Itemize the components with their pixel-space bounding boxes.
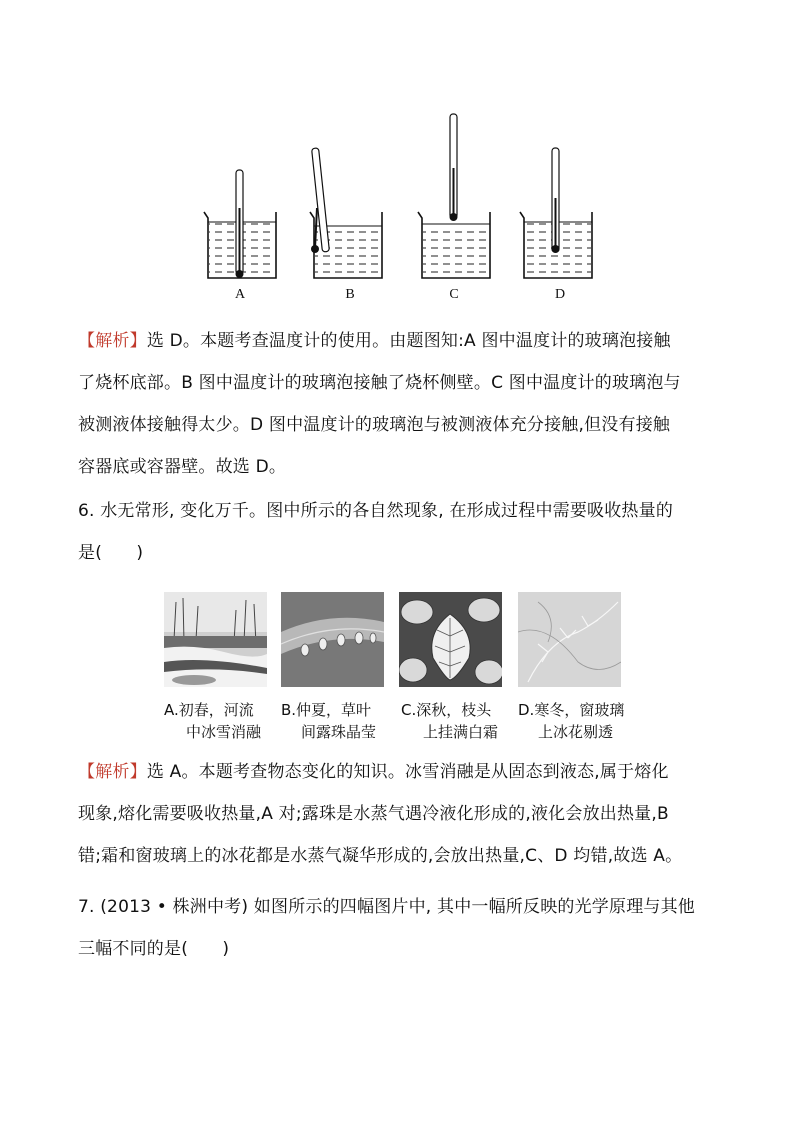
photo-river-ice-melting <box>164 592 267 687</box>
caption-a <box>164 699 261 743</box>
analysis-q6-line3: 错;霜和窗玻璃上的冰花都是水蒸气凝华形成的,会放出热量,C、D 均错,故选 A。 <box>78 846 683 866</box>
analysis-q5-line4: 容器底或容器壁。故选 D。 <box>78 457 287 477</box>
beaker-thermometer-figure <box>190 108 610 288</box>
analysis-q6-line1: 【解析】选 A。本题考查物态变化的知识。冰雪消融是从固态到液态,属于熔化 <box>78 762 669 782</box>
question-7-line1: 7. (2013 • 株洲中考) 如图所示的四幅图片中, 其中一幅所反映的光学原理与其他 <box>78 897 695 917</box>
analysis-q6 <box>78 751 728 877</box>
analysis-tag: 【解析】 <box>78 762 147 782</box>
photo-dew-on-leaf <box>281 592 384 687</box>
photo-frost-on-leaves <box>399 592 502 687</box>
caption-d-line2: 上冰花剔透 <box>538 723 614 741</box>
beaker-label-d: D <box>554 287 566 302</box>
analysis-q5-line3: 被测液体接触得太少。D 图中温度计的玻璃泡与被测液体充分接触,但没有接触 <box>78 415 671 435</box>
caption-d <box>518 699 624 743</box>
photo-ice-flowers-on-window <box>518 592 621 687</box>
caption-b-line1: B.仲夏，草叶 <box>281 701 372 719</box>
thermometer-d <box>552 148 560 253</box>
question-6-line2: 是( ) <box>78 543 144 563</box>
caption-c <box>401 699 498 743</box>
analysis-tag: 【解析】 <box>78 331 147 351</box>
question-7 <box>78 886 728 970</box>
question-7-line2: 三幅不同的是( ) <box>78 939 230 959</box>
caption-a-line2: 中冰雪消融 <box>186 723 262 741</box>
caption-a-line1: A.初春，河流 <box>164 701 254 719</box>
analysis-q6-line2: 现象,熔化需要吸收热量,A 对;露珠是水蒸气遇冷液化形成的,液化会放出热量,B <box>78 804 669 824</box>
caption-d-line1: D.寒冬，窗玻璃 <box>518 701 625 719</box>
beaker-label-c: C <box>449 287 459 302</box>
analysis-q5-line1: 【解析】选 D。本题考查温度计的使用。由题图知:A 图中温度计的玻璃泡接触 <box>78 331 671 351</box>
caption-c-line2: 上挂满白霜 <box>423 723 499 741</box>
analysis-q5-line2: 了烧杯底部。B 图中温度计的玻璃泡接触了烧杯侧壁。C 图中温度计的玻璃泡与 <box>78 373 681 393</box>
caption-b <box>281 699 376 743</box>
question-6-line1: 6. 水无常形, 变化万千。图中所示的各自然现象, 在形成过程中需要吸收热量的 <box>78 501 674 521</box>
beaker-c <box>418 212 490 278</box>
beaker-label-b: B <box>345 287 355 302</box>
thermometer-c <box>450 114 458 221</box>
thermometer-a <box>236 170 244 278</box>
question-6 <box>78 490 728 574</box>
caption-c-line1: C.深秋，枝头 <box>401 701 492 719</box>
analysis-q5 <box>78 320 728 488</box>
beaker-label-a: A <box>234 287 246 302</box>
caption-b-line2: 间露珠晶莹 <box>301 723 377 741</box>
